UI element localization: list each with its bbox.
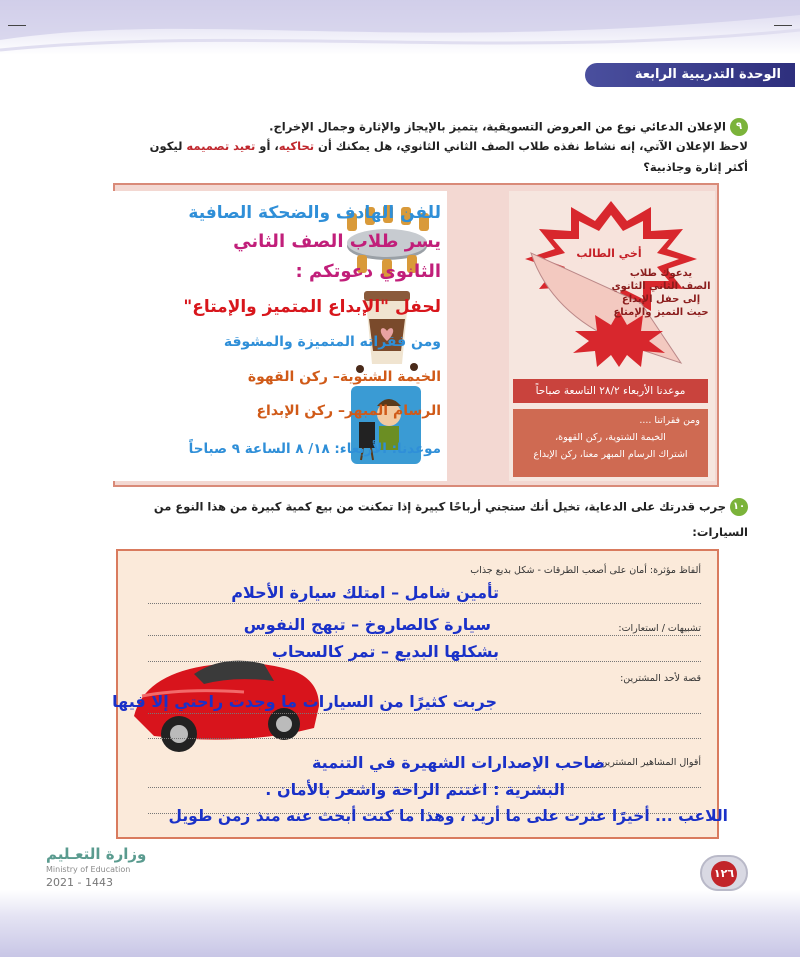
poster-text-panel bbox=[107, 191, 447, 481]
crop-mark bbox=[774, 25, 792, 26]
answer-influential-words: تأمين شامل – امتلك سيارة الأحلام bbox=[231, 583, 499, 602]
poster-burst-text: أخي الطالب bbox=[576, 247, 642, 260]
poster-line-4: لحفل "الإبداع المتميز والإمتاع" bbox=[183, 297, 441, 317]
poster-design-panel bbox=[509, 191, 715, 481]
question-10-line-2: السيارات: bbox=[692, 525, 748, 539]
answer-line bbox=[148, 603, 701, 604]
influential-words-label: ألفاظ مؤثرة: أمان على أصعب الطرقات - شكل بديع جذاب bbox=[470, 565, 701, 576]
answer-buyer-story: جربت كثيرًا من السيارات ما وجدت راحتي إلا فيها bbox=[112, 692, 497, 711]
poster-items-box: ومن فقراتنا .... الخيمة الشتوية، ركن القهوة، اشتراك الرسام المبهر معنا، ركن الإبداع bbox=[513, 409, 708, 477]
question-number-badge: ٩ bbox=[730, 118, 748, 136]
unit-title: الوحدة التدريبية الرابعة bbox=[585, 63, 795, 87]
answer-celebrity-quote-2: البشرية : اغتنم الراحة واشعر بالأمان . bbox=[265, 780, 565, 799]
poster-line-5: ومن فقراته المتميزة والمشوقة bbox=[223, 334, 441, 350]
ministry-logo: وزارة التعـليم Ministry of Education 2021 - 1443 bbox=[46, 845, 147, 889]
answer-similes-2: بشكلها البديع – تمر كالسحاب bbox=[271, 642, 499, 661]
similes-label: تشبيهات / استعارات: bbox=[618, 623, 701, 634]
poster-line-2: يسر طلاب الصف الثاني bbox=[233, 231, 441, 252]
question-number-badge: ١٠ bbox=[730, 498, 748, 516]
question-9-line-3: أكثر إثارة وجاذبية؟ bbox=[643, 160, 748, 174]
question-9-line-2: لاحظ الإعلان الآتي، إنه نشاط نفذه طلاب الصف الثاني الثانوي، هل يمكنك أن تحاكيه، أو تعيد تصميمه ليكون bbox=[149, 139, 748, 153]
answer-line bbox=[148, 635, 701, 636]
academic-year: 2021 - 1443 bbox=[46, 876, 113, 889]
answer-line bbox=[148, 713, 701, 714]
top-wave-decoration bbox=[0, 0, 800, 60]
poster-invite-text: يدعوك طلاب الصف الثاني الثانوي إلى حفل الإبداع حيث التميز والإمتاع bbox=[611, 268, 711, 318]
bottom-decoration bbox=[0, 890, 800, 957]
question-9-line-1: ٩الإعلان الدعائي نوع من العروض التسويقية، يتميز بالإيجاز والإثارة وجمال الإخراج. bbox=[269, 118, 748, 136]
crop-mark bbox=[8, 25, 26, 26]
buyer-story-label: قصة لأحد المشترين: bbox=[620, 673, 701, 684]
poster-line-1: للفن الهادف والضحكة الصافية bbox=[188, 203, 441, 223]
poster-line-6: الخيمة الشتوية– ركن القهوة bbox=[247, 369, 441, 385]
poster-line-7: الرسام المبهر– ركن الإبداع bbox=[256, 403, 441, 419]
question-10-line-1: ١٠جرب قدرتك على الدعاية، تخيل أنك ستجني أرباحًا كبيرة إذا تمكنت من بيع كمية كبيرة من هذا النوع من bbox=[154, 498, 748, 516]
poster-date-box: موعدنا الأربعاء ٢٨/٢ التاسعة صباحاً bbox=[513, 379, 708, 403]
poster-line-8: موعدنا: الأربعاء: ١٨/ ٨ الساعة ٩ صباحاً bbox=[188, 441, 441, 457]
answer-similes-1: سيارة كالصاروخ – تبهج النفوس bbox=[243, 615, 491, 634]
sample-advertisement-poster bbox=[113, 183, 719, 487]
answer-celebrity-quote-1: صاحب الإصدارات الشهيرة في التنمية bbox=[311, 753, 605, 772]
answer-line bbox=[148, 738, 701, 739]
poster-line-3: الثانوي دعوتكم : bbox=[295, 261, 441, 282]
answer-celebrity-quote-3: اللاعب ... أخيرًا عثرت على ما أريد ، وهذا ما كنت أبحث عنه منذ زمن طويل bbox=[168, 807, 728, 825]
page-number-badge: ١٢٦ bbox=[700, 855, 748, 891]
answer-line bbox=[148, 661, 701, 662]
celebrity-quotes-label: أقوال المشاهير المشترين: bbox=[597, 757, 701, 768]
